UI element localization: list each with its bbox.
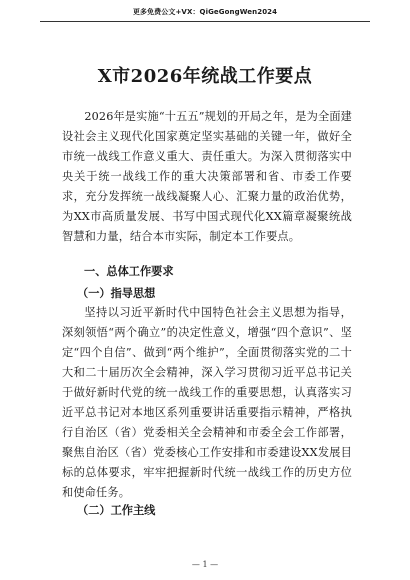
subsection-heading-guiding-ideology: （一）指导思想: [77, 287, 156, 300]
guiding-ideology-paragraph: 坚持以习近平新时代中国特色社会主义思想为指导，深刻领悟“两个确立”的决定性意义，增强“四个意识”、坚定“四个自信”、做到“两个维护”，全面贯彻落实党的二十大和二十届历次全会精神，深入学习贯彻习近平总书记关于做好新时代党的统一战线工作的重要思想，认真落实习近平总书记对本地区系列重要讲话重要指示精神，严格执行自治区（省）党委相关全会精神和市委全会工作部署，聚焦自治区（省）党委核心工作安排和市委建设XX发展目标的总体要求，牢牢把握新时代统一战线工作的历史方位和使命任务。: [62, 306, 352, 499]
intro-paragraph: 2026年是实施“十五五”规划的开局之年，是为全面建设社会主义现代化国家奠定坚实基础的关键一年，做好全市统一战线工作意义重大、责任重大。为深入贯彻落实中央关于统一战线工作的重大决策部署和省、市委工作要求，充分发挥统一战线凝聚人心、汇聚力量的政治优势，为XX市高质量发展、书写中国式现代化XX篇章凝聚统战智慧和力量，结合本市实际，制定本工作要点。: [62, 110, 352, 243]
page-number: — 1 —: [191, 560, 219, 569]
subsection-heading-work-mainline: （二）工作主线: [77, 504, 156, 517]
section-heading: 一、总体工作要求: [84, 265, 174, 278]
document-title: X市2026年统战工作要点: [97, 66, 313, 87]
header-note: 更多免费公文+VX：QiGeGongWen2024: [132, 8, 278, 16]
header-divider: [40, 21, 370, 22]
